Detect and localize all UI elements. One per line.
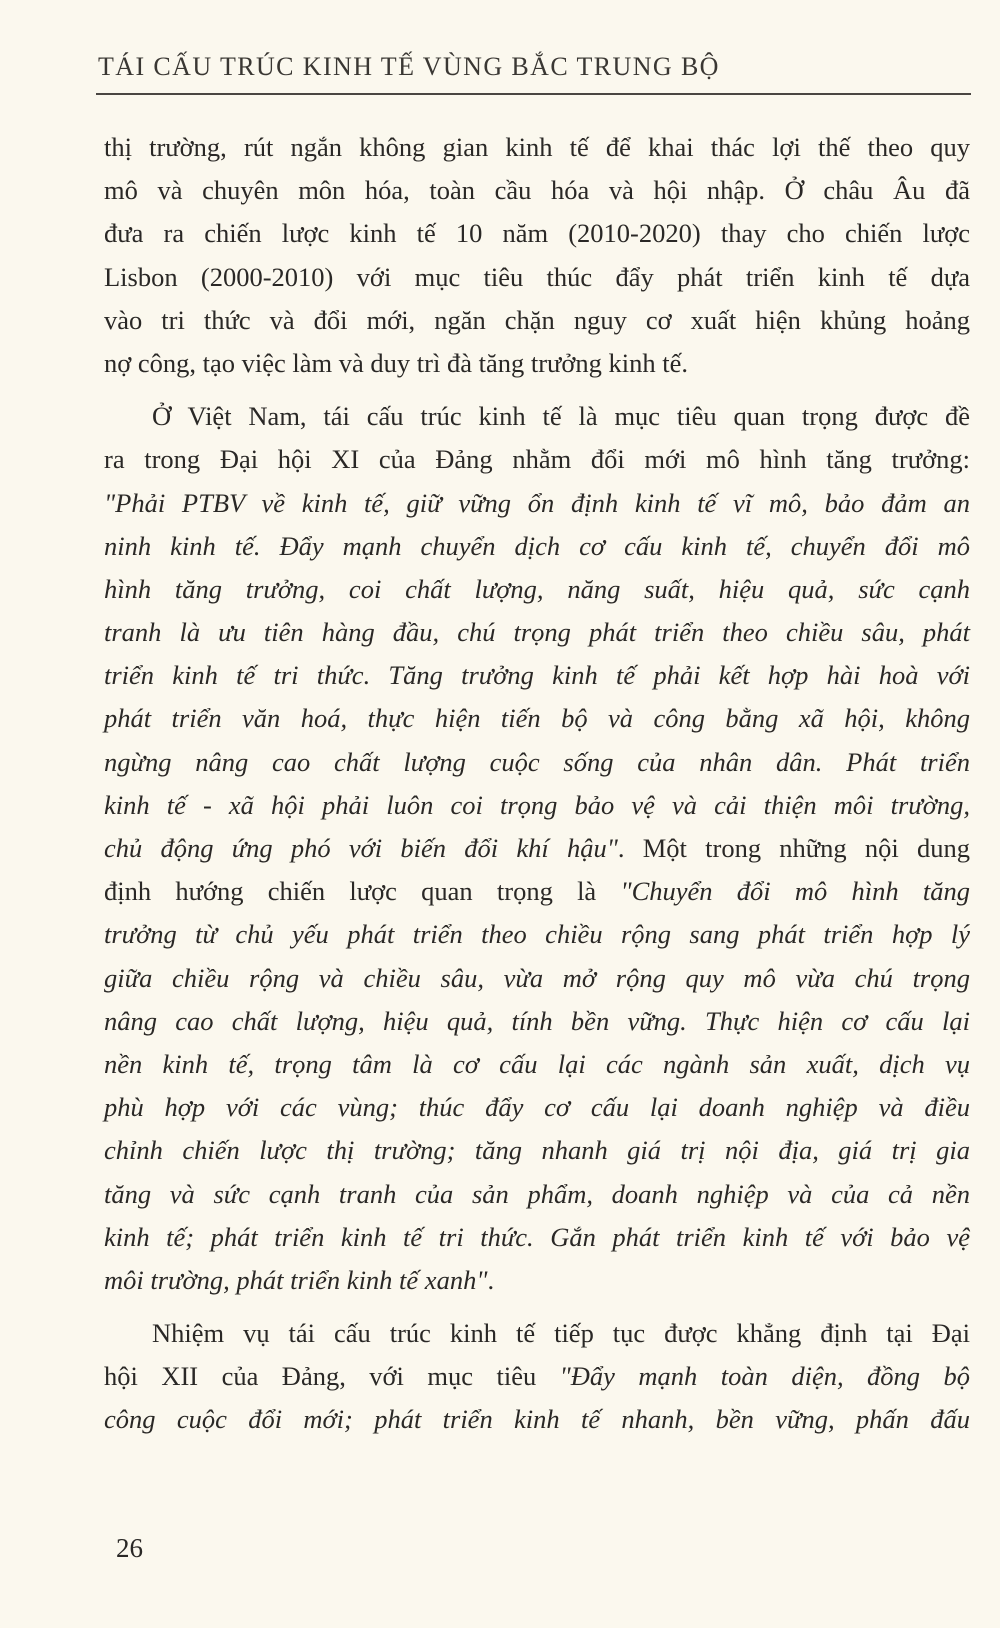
header-rule bbox=[96, 93, 971, 95]
text-line: đưa ra chiến lược kinh tế 10 năm (2010-2020) thay cho chiến lược bbox=[104, 218, 970, 249]
quote-fragment: chủ động ứng phó với biến đổi khí hậu" bbox=[104, 833, 618, 863]
quote-line: triển kinh tế tri thức. Tăng trưởng kinh tế phải kết hợp hài hoà với bbox=[104, 660, 970, 691]
text-fragment: định hướng chiến lược quan trọng là bbox=[104, 876, 597, 907]
text-line: Nhiệm vụ tái cấu trúc kinh tế tiếp tục được khẳng định tại Đại bbox=[152, 1318, 970, 1349]
text-line: vào tri thức và đổi mới, ngăn chặn nguy cơ xuất hiện khủng hoảng bbox=[104, 304, 970, 335]
quote-fragment: "Chuyển đổi mô hình tăng bbox=[620, 876, 970, 907]
quote-line: tranh là ưu tiên hàng đầu, chú trọng phát triển theo chiều sâu, phát bbox=[104, 617, 970, 648]
page-number: 26 bbox=[116, 1533, 143, 1563]
quote-line: trưởng từ chủ yếu phát triển theo chiều rộng sang phát triển hợp lý bbox=[104, 919, 970, 950]
mixed-line bbox=[104, 827, 970, 870]
text-line: mô và chuyên môn hóa, toàn cầu hóa và hội nhập. Ở châu Âu đã bbox=[104, 175, 970, 206]
quote-line: hình tăng trưởng, coi chất lượng, năng suất, hiệu quả, sức cạnh bbox=[104, 573, 970, 604]
quote-line: tăng và sức cạnh tranh của sản phẩm, doanh nghiệp và của cả nền bbox=[104, 1178, 970, 1209]
quote-line: ninh kinh tế. Đẩy mạnh chuyển dịch cơ cấu kinh tế, chuyển đổi mô bbox=[104, 530, 970, 561]
text-line: ra trong Đại hội XI của Đảng nhằm đổi mới mô hình tăng trưởng: bbox=[104, 444, 970, 475]
text-line: Lisbon (2000-2010) với mục tiêu thúc đẩy phát triển kinh tế dựa bbox=[104, 261, 970, 292]
quote-line: công cuộc đổi mới; phát triển kinh tế nhanh, bền vững, phấn đấu bbox=[104, 1404, 970, 1435]
text-fragment: . bbox=[487, 1264, 495, 1295]
mixed-line bbox=[104, 1355, 970, 1398]
paragraph-3 bbox=[104, 1312, 970, 1442]
quote-line: ngừng nâng cao chất lượng cuộc sống của nhân dân. Phát triển bbox=[104, 746, 970, 777]
quote-line: "Phải PTBV về kinh tế, giữ vững ổn định kinh tế vĩ mô, bảo đảm an bbox=[104, 487, 970, 518]
quote-line: chỉnh chiến lược thị trường; tăng nhanh giá trị nội địa, giá trị gia bbox=[104, 1135, 970, 1166]
text-line: nợ công, tạo việc làm và duy trì đà tăng trưởng kinh tế. bbox=[104, 347, 689, 378]
paragraph-2 bbox=[104, 395, 970, 1302]
text-fragment: hội XII của Đảng, với mục tiêu bbox=[104, 1361, 537, 1392]
quote-line: nâng cao chất lượng, hiệu quả, tính bền vững. Thực hiện cơ cấu lại bbox=[104, 1005, 970, 1036]
mixed-line bbox=[104, 1259, 970, 1302]
quote-fragment: môi trường, phát triển kinh tế xanh" bbox=[104, 1264, 488, 1295]
paragraph-1 bbox=[104, 126, 970, 385]
body-text bbox=[104, 126, 970, 1452]
quote-fragment: "Đẩy mạnh toàn diện, đồng bộ bbox=[559, 1361, 971, 1392]
quote-line: phù hợp với các vùng; thúc đẩy cơ cấu lại doanh nghiệp và điều bbox=[104, 1092, 970, 1123]
text-fragment: . Một trong những nội dung bbox=[617, 833, 970, 863]
quote-line: giữa chiều rộng và chiều sâu, vừa mở rộng quy mô vừa chú trọng bbox=[104, 962, 970, 993]
mixed-line bbox=[104, 870, 970, 913]
text-line: Ở Việt Nam, tái cấu trúc kinh tế là mục tiêu quan trọng được đề bbox=[152, 401, 970, 432]
running-header: TÁI CẤU TRÚC KINH TẾ VÙNG BẮC TRUNG BỘ bbox=[98, 52, 720, 81]
quote-line: kinh tế; phát triển kinh tế tri thức. Gắn phát triển kinh tế với bảo vệ bbox=[104, 1221, 970, 1252]
quote-line: phát triển văn hoá, thực hiện tiến bộ và công bằng xã hội, không bbox=[104, 703, 970, 734]
quote-line: kinh tế - xã hội phải luôn coi trọng bảo vệ và cải thiện môi trường, bbox=[104, 789, 970, 820]
quote-line: nền kinh tế, trọng tâm là cơ cấu lại các ngành sản xuất, dịch vụ bbox=[104, 1048, 970, 1079]
text-line: thị trường, rút ngắn không gian kinh tế để khai thác lợi thế theo quy bbox=[104, 132, 970, 162]
